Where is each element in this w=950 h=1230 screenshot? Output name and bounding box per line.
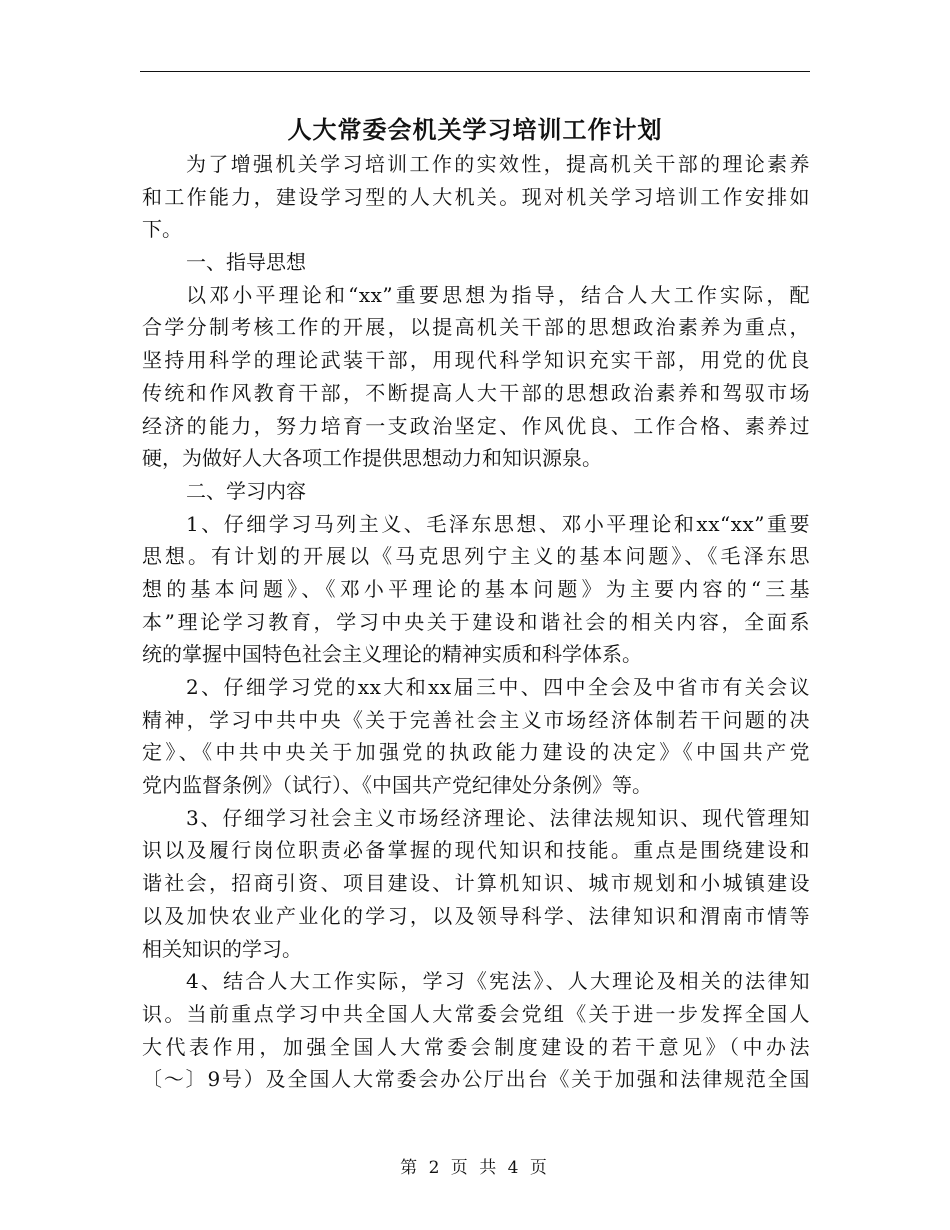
body-line: 和工作能力，建设学习型的人大机关。现对机关学习培训工作安排如 xyxy=(142,184,810,209)
body-line: 二、学习内容 xyxy=(186,478,306,503)
body-line: 识。当前重点学习中共全国人大常委会党组《关于进一步发挥全国人 xyxy=(142,1001,810,1026)
body-line: 下。 xyxy=(142,217,182,242)
body-line: 思想。有计划的开展以《马克思列宁主义的基本问题》、《毛泽东思 xyxy=(142,544,810,569)
body-line: 〔～〕9号）及全国人大常委会办公厅出台《关于加强和法律规范全国 xyxy=(142,1067,810,1092)
body-line: 大代表作用，加强全国人大常委会制度建设的若干意见》（中办法 xyxy=(142,1034,810,1059)
body-line: 谐社会，招商引资、项目建设、计算机知识、城市规划和小城镇建设 xyxy=(142,871,810,896)
body-line: 经济的能力，努力培育一支政治坚定、作风优良、工作合格、素养过 xyxy=(142,413,810,438)
body-line: 以及加快农业产业化的学习，以及领导科学、法律知识和渭南市情等 xyxy=(142,903,810,928)
body-line: 本”理论学习教育，学习中央关于建设和谐社会的相关内容，全面系 xyxy=(142,609,810,634)
body-line: 2、仔细学习党的xx大和xx届三中、四中全会及中省市有关会议 xyxy=(186,675,810,699)
body-line: 坚持用科学的理论武装干部，用现代科学知识充实干部，用党的优良 xyxy=(142,348,810,373)
body-line: 1、仔细学习马列主义、毛泽东思想、邓小平理论和xx“xx”重要 xyxy=(186,511,810,536)
body-line: 硬，为做好人大各项工作提供思想动力和知识源泉。 xyxy=(142,446,602,471)
body-line: 统的掌握中国特色社会主义理论的精神实质和科学体系。 xyxy=(142,642,642,667)
header-rule xyxy=(140,71,810,72)
body-line: 以邓小平理论和“xx”重要思想为指导，结合人大工作实际，配 xyxy=(186,282,810,307)
document-body xyxy=(142,148,810,1096)
body-line: 3、仔细学习社会主义市场经济理论、法律法规知识、现代管理知 xyxy=(186,805,810,830)
body-line: 识以及履行岗位职责必备掌握的现代知识和技能。重点是围绕建设和 xyxy=(142,838,810,863)
body-line: 传统和作风教育干部，不断提高人大干部的思想政治素养和驾驭市场 xyxy=(142,380,810,405)
body-line: 精神，学习中共中央《关于完善社会主义市场经济体制若干问题的决 xyxy=(142,707,810,732)
body-line: 相关知识的学习。 xyxy=(142,936,302,961)
document-title: 人大常委会机关学习培训工作计划 xyxy=(287,116,663,144)
body-line: 合学分制考核工作的开展，以提高机关干部的思想政治素养为重点， xyxy=(142,315,810,340)
page-number: 第 2 页 共 4 页 xyxy=(400,1158,550,1178)
body-line: 4、结合人大工作实际，学习《宪法》、人大理论及相关的法律知 xyxy=(186,969,810,994)
body-line: 定》、《中共中央关于加强党的执政能力建设的决定》《中国共产党 xyxy=(142,740,810,765)
body-line: 为了增强机关学习培训工作的实效性，提高机关干部的理论素养 xyxy=(186,152,810,176)
body-line: 党内监督条例》（试行）、《中国共产党纪律处分条例》等。 xyxy=(142,773,652,798)
body-line: 想的基本问题》、《邓小平理论的基本问题》为主要内容的“三基 xyxy=(142,576,810,601)
body-line: 一、指导思想 xyxy=(186,250,306,275)
